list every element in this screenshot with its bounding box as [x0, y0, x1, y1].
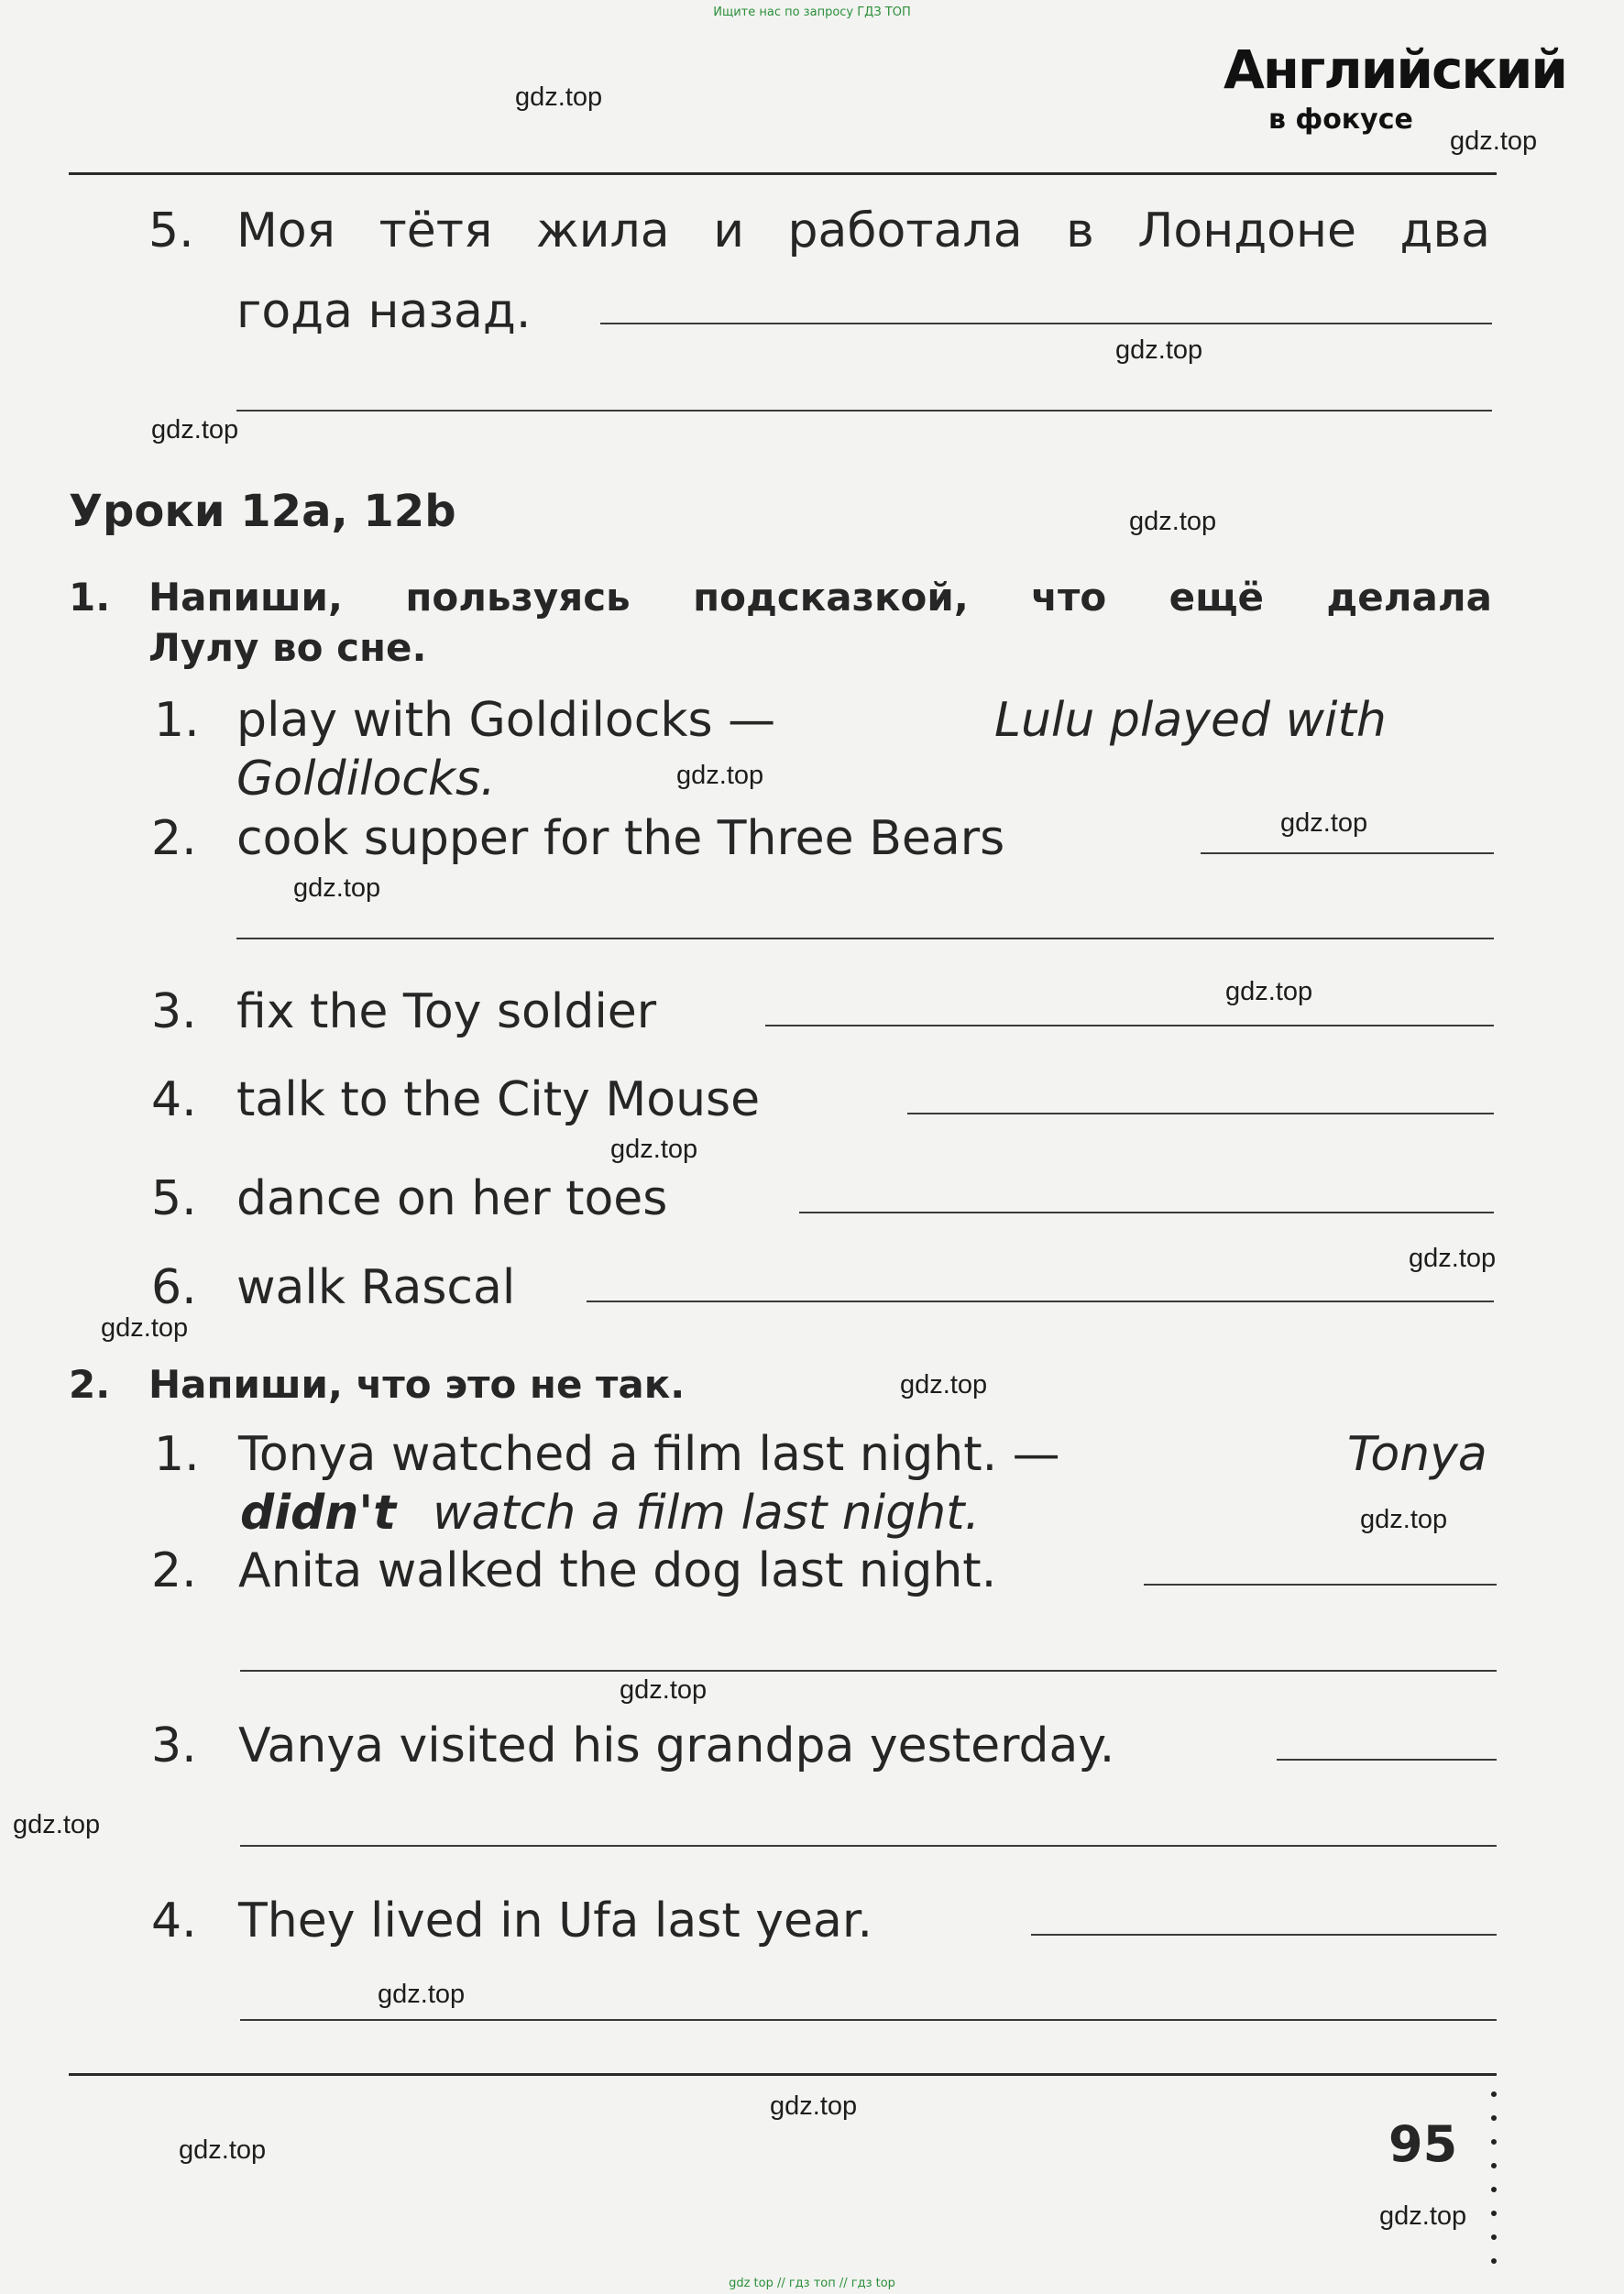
watermark: gdz.top [900, 1370, 988, 1399]
item-text: cook supper for the Three Bears [236, 811, 1005, 866]
watermark: gdz.top [1409, 1244, 1497, 1273]
item-text: Anita walked the dog last night. [238, 1543, 997, 1598]
watermark: gdz.top [676, 761, 764, 790]
lesson-heading: Уроки 12a, 12b [69, 486, 456, 537]
bottom-rule [69, 2073, 1497, 2076]
answer-line[interactable] [907, 1113, 1494, 1114]
watermark: gdz.top [1379, 2201, 1467, 2231]
item-number: 4. [151, 1072, 197, 1127]
answer-line[interactable] [1144, 1584, 1497, 1586]
item-number: 3. [151, 984, 197, 1039]
item-answer: watch a film last night. [433, 1486, 981, 1541]
watermark: gdz.top [610, 1135, 698, 1164]
item-answer: Lulu played with [994, 693, 1387, 748]
answer-line[interactable] [236, 410, 1492, 412]
answer-line[interactable] [1277, 1759, 1497, 1761]
watermark: gdz.top [770, 2091, 858, 2121]
item-text: Vanya visited his grandpa yesterday. [238, 1718, 1115, 1773]
task-instruction: Напиши, что это не так. [148, 1362, 686, 1407]
watermark: gdz.top [515, 82, 603, 112]
watermark: gdz.top [1129, 507, 1217, 536]
dotted-margin [1491, 2091, 1497, 2282]
item-text: dance on her toes [236, 1171, 668, 1226]
item-number: 1. [154, 693, 200, 748]
watermark: gdz.top [620, 1675, 708, 1705]
answer-line[interactable] [799, 1212, 1494, 1213]
task-instruction: Напиши, пользуясь подсказкой, что ещё делала [148, 575, 1492, 620]
logo-subtitle: в фокусе [1268, 104, 1413, 136]
item-number: 4. [151, 1893, 197, 1948]
watermark: gdz.top [1115, 335, 1203, 365]
watermark: gdz.top [179, 2135, 267, 2165]
answer-line[interactable] [1201, 852, 1494, 854]
item-text: fix the Toy soldier [236, 984, 657, 1039]
item-number: 5. [148, 203, 194, 258]
watermark: gdz.top [1360, 1505, 1448, 1534]
item-number: 3. [151, 1718, 197, 1773]
answer-line[interactable] [240, 2019, 1497, 2021]
item-answer: Goldilocks. [236, 752, 496, 807]
item-text: talk to the City Mouse [236, 1072, 761, 1127]
item-number: 1. [154, 1427, 200, 1482]
watermark: gdz.top [1225, 977, 1313, 1006]
item-text: walk Rascal [236, 1260, 516, 1315]
answer-line[interactable] [1031, 1934, 1497, 1936]
watermark: gdz.top [293, 873, 381, 903]
item-text: Моя тётя жила и работала в Лондоне два [236, 203, 1490, 258]
footer-note: gdz top // гдз топ // гдз top [729, 2277, 895, 2290]
item-number: 2. [151, 1543, 197, 1598]
item-text: They lived in Ufa last year. [238, 1893, 872, 1948]
watermark: gdz.top [101, 1313, 189, 1343]
watermark: gdz.top [13, 1810, 101, 1839]
watermark: gdz.top [378, 1980, 466, 2009]
logo-title: Английский [1223, 38, 1567, 101]
answer-line[interactable] [765, 1025, 1494, 1026]
answer-line[interactable] [600, 323, 1492, 324]
item-answer: Tonya [1347, 1427, 1487, 1482]
watermark: gdz.top [1280, 808, 1368, 838]
answer-line[interactable] [240, 1670, 1497, 1672]
watermark: gdz.top [1450, 126, 1538, 156]
watermark: gdz.top [151, 415, 239, 445]
item-text: года назад. [236, 284, 532, 339]
task-number: 1. [69, 575, 111, 620]
task-instruction: Лулу во сне. [148, 625, 427, 670]
answer-line[interactable] [236, 938, 1494, 939]
top-rule [69, 172, 1497, 175]
header-note: Ищите нас по запросу ГДЗ ТОП [713, 5, 911, 19]
page-number: 95 [1388, 2115, 1458, 2173]
task-number: 2. [69, 1362, 111, 1407]
item-answer: didn't [240, 1486, 397, 1541]
item-text: play with Goldilocks — [236, 693, 776, 748]
item-text: Tonya watched a film last night. — [238, 1427, 1060, 1482]
item-number: 6. [151, 1260, 197, 1315]
answer-line[interactable] [240, 1845, 1497, 1847]
answer-line[interactable] [587, 1301, 1494, 1302]
item-number: 5. [151, 1171, 197, 1226]
item-number: 2. [151, 811, 197, 866]
